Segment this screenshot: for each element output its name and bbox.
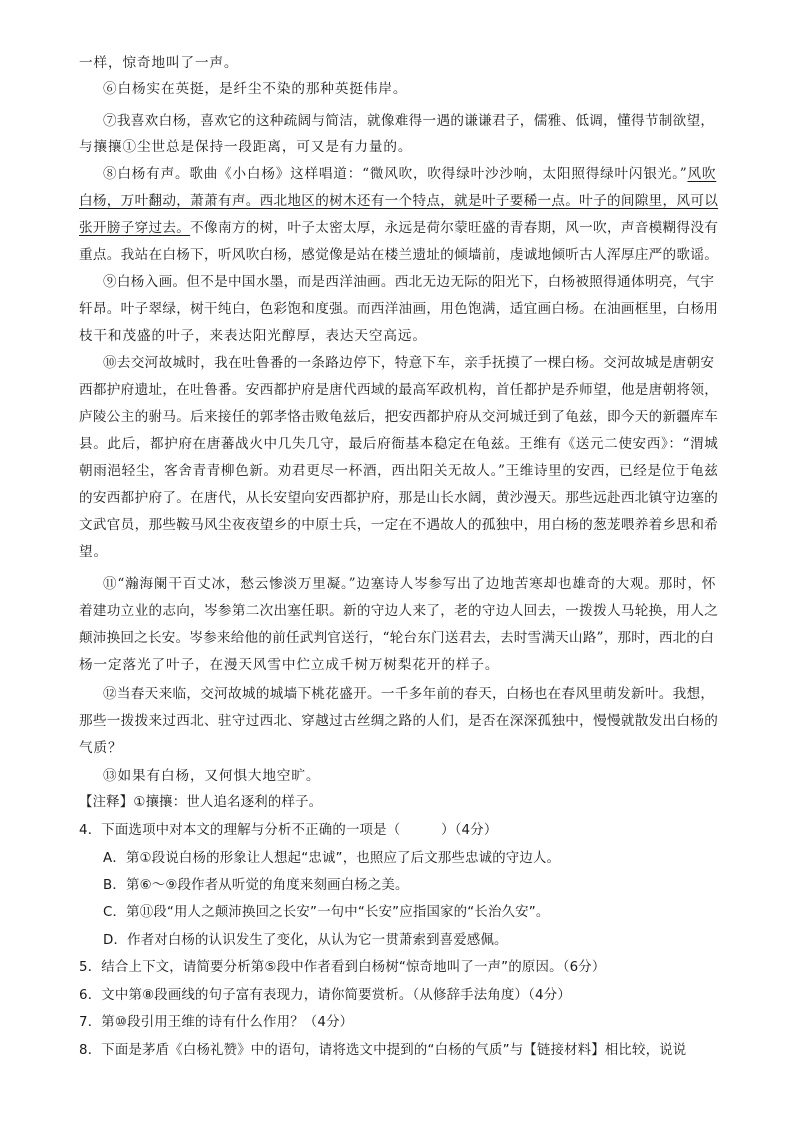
- paragraph-9-line-2: 轩昂。叶子翠绿，树干纯白，色彩饱和度强。而西洋油画，用色饱满，适宜画白杨。在油画框里，白杨用: [79, 301, 719, 317]
- paragraph-8-text-continued: 不像南方的树，叶子太密太厚，永远是荷尔蒙旺盛的青春期，风一吹，声音模糊得没有: [190, 220, 719, 236]
- question-4-option-a: A．第①段说白杨的形象让人想起“忠诚”，也照应了后文那些忠诚的守边人。: [103, 851, 561, 866]
- paragraph-8-line-1: [103, 165, 716, 183]
- underlined-sentence-line-2: 白杨，万叶翻动，萧萧有声。西北地区的树木还有一个特点，就是叶子要稀一点。叶子的间隙里，风可以: [79, 193, 719, 209]
- paragraph-10-line-5: 朝雨浥轻尘，客舍青青柳色新。劝君更尽一杯酒，西出阳关无故人。”王维诗里的安西，已经是位于龟兹: [79, 463, 719, 479]
- paragraph-11-line-1: ⑪“瀚海阑干百丈冰，愁云惨淡万里凝。”边塞诗人岑参写出了边地苦寒却也雄奇的大观。那时，怀: [103, 576, 717, 592]
- paragraph-11-line-2: 着建功立业的志向，岑参第二次出塞任职。新的守边人来了，老的守边人回去，一拨拨人马轮换，用人之: [79, 603, 719, 619]
- question-8: 8．下面是茅盾《白杨礼赞》中的语句，请将选文中提到的“白杨的气质”与【链接材料】相比较，说说: [79, 1043, 687, 1058]
- paragraph-9-line-1: ⑨白杨入画。但不是中国水墨，而是西洋油画。西北无边无际的阳光下，白杨被照得通体明亮，气宇: [103, 274, 715, 290]
- paragraph-8-line-4: 重点。我站在白杨下，听风吹白杨，感觉像是站在楼兰遗址的倾墙前，虔诚地倾听古人浑厚庄严的歌谣。: [79, 247, 719, 263]
- paragraph-8-line-3: [79, 219, 718, 237]
- paragraph-9-line-3: 枝干和茂盛的叶子，来表达阳光醇厚，表达天空高远。: [79, 328, 427, 344]
- paragraph-12-line-1: ⑫当春天来临，交河故城的城墙下桃花盛开。一千多年前的春天，白杨也在春风里萌发新叶。我想，: [103, 686, 715, 702]
- paragraph-6: ⑥白杨实在英挺，是纤尘不染的那种英挺伟岸。: [103, 81, 408, 97]
- underlined-sentence-end: 张开膀子穿过去。: [79, 220, 191, 236]
- question-4-option-d: D．作者对白杨的认识发生了变化，从认为它一贯萧索到喜爱感佩。: [103, 933, 508, 948]
- paragraph-7-line-1: ⑦我喜欢白杨，喜欢它的这种疏阔与简洁，就像难得一遇的谦谦君子，儒雅、低调，懂得节制欲望，: [103, 113, 715, 129]
- paragraph-8-text: ⑧白杨有声。歌曲《小白杨》这样唱道：“微风吹，吹得绿叶沙沙响，太阳照得绿叶闪银光。”: [103, 166, 688, 182]
- paragraph-10-line-1: ⑩去交河故城时，我在吐鲁番的一条路边停下，特意下车，亲手抚摸了一棵白杨。交河故城是唐朝安: [103, 355, 715, 371]
- paragraph-12-line-3: 气质？: [79, 740, 123, 756]
- question-7: 7．第⑩段引用王维的诗有什么作用？（4分）: [79, 1015, 354, 1030]
- paragraph-11-line-4: 杨一定落光了叶子，在漫天风雪中伫立成千树万树梨花开的样子。: [79, 657, 500, 673]
- annotation-note: 【注释】①攘攘：世人追名逐利的样子。: [79, 795, 323, 810]
- question-6: 6．文中第⑧段画线的句子富有表现力，请你简要赏析。（从修辞手法角度）（4分）: [79, 988, 571, 1003]
- paragraph-12-line-2: 那些一拨拨来过西北、驻守过西北、穿越过古丝绸之路的人们，是否在深深孤独中，慢慢就散发出白杨的: [79, 713, 719, 729]
- paragraph-10-line-2: 西都护府遗址，在吐鲁番。安西都护府是唐代西域的最高军政机构，首任都护是乔师望，他是唐朝将领，: [79, 382, 719, 398]
- question-5: 5．结合上下文，请简要分析第⑤段中作者看到白杨树“惊奇地叫了一声”的原因。（6分）: [79, 960, 606, 975]
- paragraph-10-line-6: 的安西都护府了。在唐代，从长安望向安西都护府，那是山长水阔，黄沙漫天。那些远赴西北镇守边塞的: [79, 490, 719, 506]
- question-4-option-c: C．第⑪段“用人之颠沛换回之长安”一句中“长安”应指国家的“长治久安”。: [103, 905, 550, 920]
- paragraph-13: ⑬如果有白杨，又何惧大地空旷。: [103, 768, 321, 784]
- paragraph-10-line-3: 庐陵公主的驸马。后来接任的郭孝恪击败龟兹后，把安西都护府从交河城迁到了龟兹，即今天的新疆库车: [79, 409, 719, 425]
- paragraph-10-line-4: 县。此后，都护府在唐蕃战火中几失几守，最后府衙基本稳定在龟兹。王维有《送元二使安西》：“渭城: [79, 436, 719, 452]
- paragraph-10-line-8: 望。: [79, 544, 108, 560]
- question-4-option-b: B．第⑥～⑨段作者从听觉的角度来刻画白杨之美。: [103, 878, 409, 893]
- paragraph-10-line-7: 文武官员，那些鞍马风尘夜夜望乡的中原士兵，一定在不遇故人的孤独中，用白杨的葱茏喂养着乡思和希: [79, 517, 719, 533]
- paragraph-5-end: 一样，惊奇地叫了一声。: [79, 55, 239, 71]
- paragraph-7-line-2: 与攘攘①尘世总是保持一段距离，可又是有力量的。: [79, 139, 413, 155]
- paragraph-11-line-3: 颠沛换回之长安。岑参来给他的前任武判官送行，“轮台东门送君去，去时雪满天山路”，那时，西北的白: [79, 630, 715, 646]
- question-4-stem: 4．下面选项中对本文的理解与分析不正确的一项是（ ）（4分）: [79, 823, 498, 838]
- underlined-sentence-start: 风吹: [687, 166, 717, 182]
